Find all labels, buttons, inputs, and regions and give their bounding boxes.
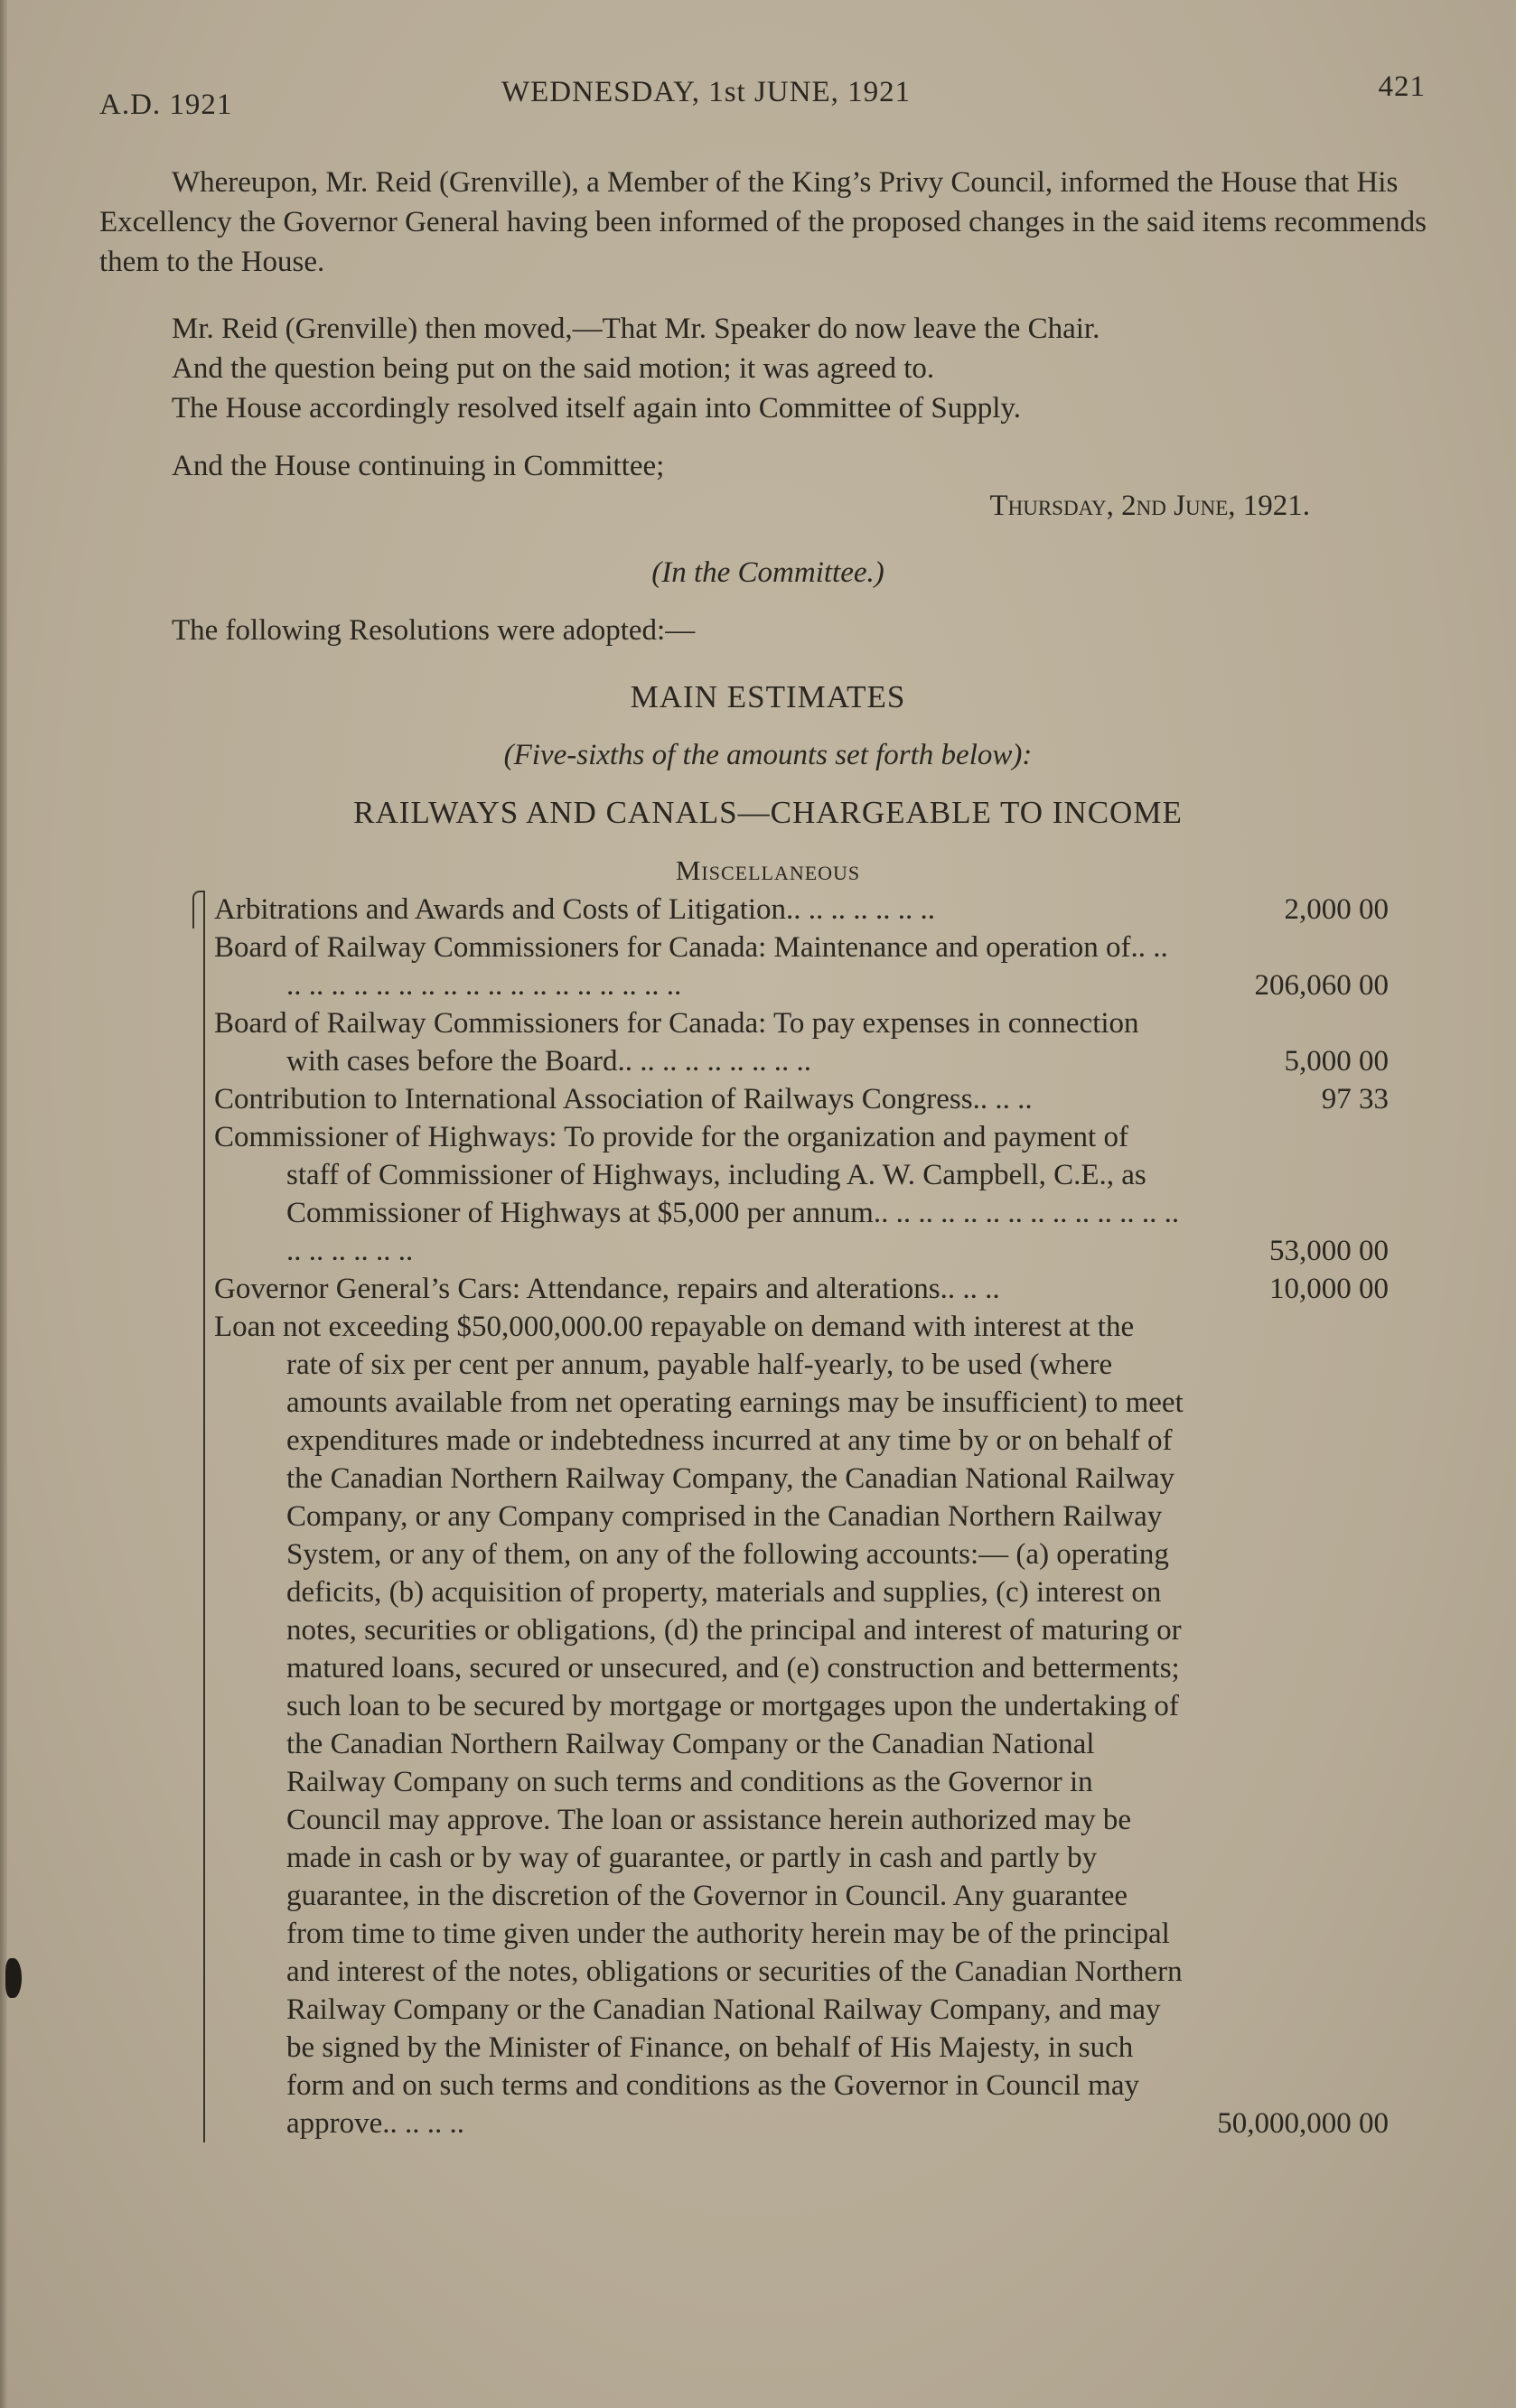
list-item <box>214 929 1389 1004</box>
page-header <box>99 70 1426 125</box>
brace-mark <box>192 891 205 929</box>
list-item <box>214 1004 1389 1080</box>
list-item <box>214 1308 1389 2142</box>
document-body <box>99 163 1436 2142</box>
estimates-list <box>203 891 1389 2142</box>
paragraph-motion: Mr. Reid (Grenville) then moved,—That Mr. Speaker do now leave the Chair. <box>172 313 1100 345</box>
list-item <box>214 891 1389 929</box>
item-text: Governor General’s Cars: Attendance, repairs and alterations.. .. .. <box>214 1273 1000 1305</box>
heading-miscellaneous: Miscellaneous <box>675 854 861 886</box>
binding-mark <box>5 1958 22 1998</box>
item-amount: 2,000 00 <box>1284 893 1389 926</box>
header-ad: A.D. 1921 <box>99 89 233 121</box>
paragraph-continuing: And the House continuing in Committee; <box>172 450 665 482</box>
paragraph-whereupon: Whereupon, Mr. Reid (Grenville), a Member of the King’s Privy Council, informed the House that His Excellency the Governor General having been informed of the proposed changes in the said items recommends them to the House. <box>99 166 1427 278</box>
item-amount: 97 33 <box>1321 1083 1389 1115</box>
page-number: 421 <box>1378 70 1426 103</box>
date-line: Thursday, 2nd June, 1921. <box>989 490 1310 522</box>
item-text: Contribution to International Association of Railways Congress.. .. .. <box>214 1083 1033 1115</box>
paragraph-resolved: The House accordingly resolved itself again into Committee of Supply. <box>172 392 1021 425</box>
item-amount: 50,000,000 00 <box>1217 2107 1389 2140</box>
item-amount: 53,000 00 <box>1269 1235 1389 1267</box>
item-text: Commissioner of Highways: To provide for the organization and payment of staff of Commissioner of Highways, including A. W. Campbell, C.E., as Commissioner of Highways at $5,000 per annum.. .. .. .. .. .. .. .. .. .. .. .. .. .. .. .. .. .. .. .. <box>214 1121 1180 1267</box>
item-text: Arbitrations and Awards and Costs of Litigation.. .. .. .. .. .. .. <box>214 893 936 926</box>
item-text: Loan not exceeding $50,000,000.00 repayable on demand with interest at the rate of six per cent per annum, payable half-yearly, to be used (where amounts available from net operating earnings may be insufficient) to meet expenditures made or indebtedness incurred at any time by or on behalf of the Canadian Northern Railway Company, the Canadian National Railway Company, or any Company comprised in the Canadian Northern Railway System, or any of them, on any of the following accounts:— (a) operating deficits, (b) acquisition of property, materials and supplies, (c) interest on notes, securities or obligations, (d) the principal and interest of maturing or matured loans, secured or unsecured, and (e) construction and betterments; such loan to be secured by mortgage or mortgages upon the undertaking of the Canadian Northern Railway Company or the Canadian National Railway Company on such terms and conditions as the Governor in Council may approve. The loan or assistance herein authorized may be made in cash or by way of guarantee, or partly in cash and partly by guarantee, in the discretion of the Governor in Council. Any guarantee from time to time given under the authority herein may be of the principal and interest of the notes, obligations or securities of the Canadian Northern Railway Company or the Canadian National Railway Company, and may be signed by the Minister of Finance, on behalf of His Majesty, in such form and on such terms and conditions as the Governor in Council may approve.. .. .. .. <box>214 1311 1184 2140</box>
item-amount: 5,000 00 <box>1284 1045 1389 1078</box>
heading-five-sixths: (Five-sixths of the amounts set forth below): <box>503 739 1033 771</box>
paragraph-resolutions: The following Resolutions were adopted:— <box>172 614 696 647</box>
item-text: Board of Railway Commissioners for Canada: Maintenance and operation of.. .. .. .. .. .. .. .. .. .. .. .. .. .. .. .. .. .. .. .. <box>214 931 1168 1002</box>
header-date: WEDNESDAY, 1st JUNE, 1921 <box>501 76 912 108</box>
paragraph-question: And the question being put on the said motion; it was agreed to. <box>172 352 935 385</box>
item-amount: 10,000 00 <box>1269 1273 1389 1305</box>
page-spine <box>0 0 7 2408</box>
list-item <box>214 1270 1389 1308</box>
item-text: Board of Railway Commissioners for Canada: To pay expenses in connection with cases before the Board.. .. .. .. .. .. .. .. .. <box>214 1007 1139 1078</box>
heading-railways-canals: RAILWAYS AND CANALS—CHARGEABLE TO INCOME <box>353 795 1183 830</box>
committee-note: (In the Committee.) <box>651 556 884 589</box>
item-amount: 206,060 00 <box>1254 969 1389 1002</box>
list-item <box>214 1080 1389 1118</box>
list-item <box>214 1118 1389 1270</box>
heading-main-estimates: MAIN ESTIMATES <box>630 679 906 714</box>
